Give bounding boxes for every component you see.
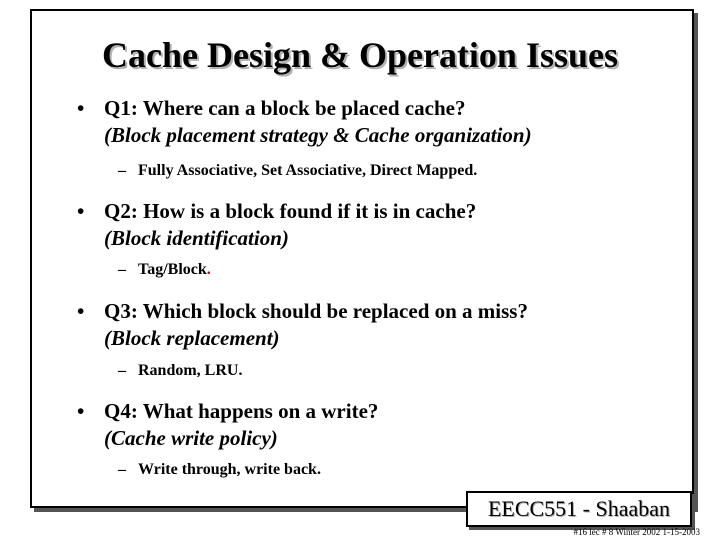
bullet-q3 bbox=[77, 298, 528, 352]
question-detail: (Block placement strategy & Cache organization) bbox=[104, 123, 532, 147]
dash-mark: – bbox=[118, 261, 126, 278]
bullet-q2 bbox=[77, 198, 476, 252]
question-detail: (Block replacement) bbox=[104, 326, 280, 350]
bullet-dot: • bbox=[77, 199, 85, 223]
answer-q4 bbox=[118, 461, 321, 479]
answer-q2 bbox=[118, 261, 211, 279]
answer-suffix: . bbox=[206, 261, 211, 278]
slide-footnote: #16 lec # 8 Winter 2002 1-15-2003 bbox=[573, 527, 700, 537]
question-text: Q3: Which block should be replaced on a miss? bbox=[104, 299, 528, 323]
bullet-dot: • bbox=[77, 299, 85, 323]
question-detail: (Block identification) bbox=[104, 226, 289, 250]
question-text: Q4: What happens on a write? bbox=[104, 399, 379, 423]
answer-text: Fully Associative, Set Associative, Direct Mapped. bbox=[138, 162, 478, 179]
question-text: Q1: Where can a block be placed cache? bbox=[104, 96, 466, 120]
answer-text: Write through, write back. bbox=[138, 461, 321, 478]
bullet-q1 bbox=[77, 95, 532, 149]
course-label: EECC551 - Shaaban bbox=[466, 491, 692, 527]
answer-q3 bbox=[118, 362, 242, 380]
question-text: Q2: How is a block found if it is in cache? bbox=[104, 199, 477, 223]
answer-q1 bbox=[118, 162, 477, 180]
answer-text: Random, LRU. bbox=[138, 362, 243, 379]
bullet-q4 bbox=[77, 398, 378, 452]
question-detail: (Cache write policy) bbox=[104, 426, 278, 450]
slide-title: Cache Design & Operation Issues bbox=[101, 35, 618, 75]
answer-text: Tag/Block bbox=[138, 261, 207, 278]
dash-mark: – bbox=[118, 461, 126, 478]
dash-mark: – bbox=[118, 162, 126, 179]
dash-mark: – bbox=[118, 362, 126, 379]
bullet-dot: • bbox=[77, 96, 85, 120]
bullet-dot: • bbox=[77, 399, 85, 423]
